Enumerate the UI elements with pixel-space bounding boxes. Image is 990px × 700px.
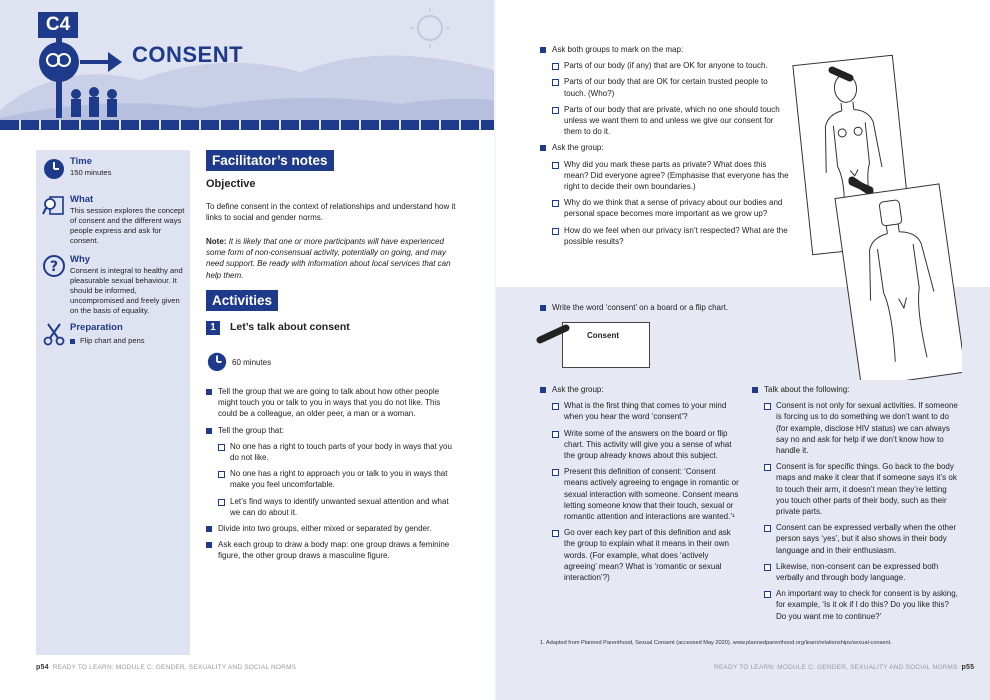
list-item: Ask the group: bbox=[540, 384, 740, 395]
page-number: p54 bbox=[36, 664, 49, 671]
write-step bbox=[540, 302, 840, 318]
sub-list-item: Consent is for specific things. Go back to the body maps and make it clear that if someone says it’s ok to touch their arm, it doesn’t mean they’re letting you touch other parts of their body, such as their private parts. bbox=[764, 461, 958, 517]
sub-list-item: Consent can be expressed verbally when the other person says ‘yes’, but it also shows in their body language and in their enthusiasm. bbox=[764, 522, 958, 556]
list-item: Talk about the following: bbox=[752, 384, 958, 395]
header-banner bbox=[0, 0, 494, 130]
marker-icon bbox=[536, 324, 572, 344]
activity-time: 60 minutes bbox=[232, 358, 272, 367]
objective-text: To define consent in the context of relationships and understand how it links to social and gender norms. bbox=[206, 202, 456, 223]
list-item: Tell the group that we are going to talk about how other people might touch you or talk to you in ways that you do not like. This could be a colleague, an older peer, a man or a woman. bbox=[206, 386, 458, 420]
right-page bbox=[496, 0, 990, 700]
sub-list-item: Go over each key part of this definition and ask the group to explain what it means in their own words. (For example, what does ‘actively agreeing’ mean? What is ‘romantic or sexual interaction’?) bbox=[552, 527, 740, 583]
sub-list-item: Consent is not only for sexual activities. If someone is forcing us to do something we don’t want to do (for example, disclose HIV status) we can always say no and ask for help if we don’t know how to handle it. bbox=[764, 400, 958, 456]
page-title: CONSENT bbox=[132, 42, 244, 67]
list-item: Write the word ‘consent’ on a board or a flip chart. bbox=[540, 302, 840, 313]
preparation-label: Preparation bbox=[70, 322, 123, 333]
list-item: Tell the group that: bbox=[206, 425, 458, 436]
sub-list-item: Parts of our body that are OK for certain trusted people to touch. (Who?) bbox=[552, 76, 790, 98]
sub-list-item: No one has a right to touch parts of your body in ways that you do not like. bbox=[218, 441, 458, 463]
question-icon bbox=[42, 254, 66, 278]
session-code-badge: C4 bbox=[38, 12, 78, 38]
sub-list-item: An important way to check for consent is by asking, for example, ‘Is it ok if I do this? Do you like this? Do you want me to continue?’ bbox=[764, 588, 958, 622]
clock-icon bbox=[42, 156, 66, 180]
sub-list-item: Present this definition of consent: ‘Consent means actively agreeing to engage in romantic or sexual interaction with someone. Consent means letting someone know that their touch, sexual or romantic attention and interactions are wanted.’¹ bbox=[552, 466, 740, 522]
sub-list-item: Parts of our body that are private, which no one should touch unless we want them to and unless we give our consent for them to do it. bbox=[552, 104, 790, 138]
footnote: 1. Adapted from Planned Parenthood, Sexual Consent (accessed May 2020). www.plannedparenthood.org/learn/relationships/sexual-consent. bbox=[540, 640, 892, 646]
activity-number-badge: 1 bbox=[206, 321, 220, 335]
left-page bbox=[0, 0, 494, 700]
sub-list-item: Why do we think that a sense of privacy about our bodies and personal space becomes more important as we grow up? bbox=[552, 197, 790, 219]
left-footer bbox=[36, 664, 296, 671]
ask-group-list bbox=[540, 384, 740, 588]
what-text: This session explores the concept of consent and the different ways people express and ask for consent. bbox=[70, 206, 185, 245]
footer-text: READY TO LEARN: MODULE C: GENDER, SEXUALITY AND SOCIAL NORMS bbox=[52, 664, 297, 671]
preparation-item bbox=[70, 336, 188, 346]
facilitator-notes-heading: Facilitator’s notes bbox=[206, 150, 334, 171]
info-sidebar bbox=[36, 150, 190, 655]
note-text: It is likely that one or more participants will have experienced some form of non-consensual activity, potentially on going, and may need support. Be ready with information about local services that can help them. bbox=[206, 237, 451, 280]
activity-steps bbox=[206, 386, 458, 567]
sub-list-item: Let’s find ways to identify unwanted sexual attention and what we can do about it. bbox=[218, 496, 458, 518]
footer-text: READY TO LEARN: MODULE C: GENDER, SEXUALITY AND SOCIAL NORMS bbox=[714, 664, 958, 671]
consent-note-card bbox=[562, 322, 650, 368]
body-map-steps bbox=[540, 44, 790, 252]
facilitator-note bbox=[206, 236, 456, 281]
activities-heading: Activities bbox=[206, 290, 278, 311]
what-label: What bbox=[70, 194, 94, 205]
list-item: Ask each group to draw a body map: one group draws a feminine figure, the other group draws a masculine figure. bbox=[206, 539, 458, 561]
time-text: 150 minutes bbox=[70, 168, 112, 177]
time-label: Time bbox=[70, 156, 93, 167]
activity-title: Let’s talk about consent bbox=[230, 321, 350, 333]
magnifier-document-icon bbox=[42, 194, 66, 218]
clock-icon bbox=[206, 350, 228, 372]
svg-text:?: ? bbox=[49, 259, 59, 275]
sub-list-item: How do we feel when our privacy isn’t respected? What are the possible results? bbox=[552, 225, 790, 247]
list-item: Ask both groups to mark on the map: bbox=[540, 44, 790, 55]
talk-about-list bbox=[752, 384, 958, 627]
sub-list-item: No one has a right to approach you or talk to you in ways that make you feel uncomfortable. bbox=[218, 468, 458, 490]
sub-list-item: What is the first thing that comes to your mind when you hear the word ‘consent’? bbox=[552, 400, 740, 422]
body-map-illustration bbox=[792, 40, 962, 380]
preparation-item-text: Flip chart and pens bbox=[80, 336, 145, 345]
list-item: Divide into two groups, either mixed or separated by gender. bbox=[206, 523, 458, 534]
why-label: Why bbox=[70, 254, 91, 265]
note-label: Note: bbox=[206, 237, 227, 246]
sub-list-item: Parts of our body (if any) that are OK for anyone to touch. bbox=[552, 60, 790, 71]
page-number: p55 bbox=[961, 664, 975, 671]
sub-list-item: Why did you mark these parts as private? What does this mean? Did everyone agree? (Emphasise that everyone has the right to decide their own boundaries.) bbox=[552, 159, 790, 193]
sub-list-item: Write some of the answers on the board or flip chart. This activity will give you a sense of what the group already knows about this subject. bbox=[552, 428, 740, 462]
list-item: Ask the group: bbox=[540, 142, 790, 153]
consent-note-word: Consent bbox=[587, 331, 619, 340]
objective-heading: Objective bbox=[206, 178, 256, 190]
scissors-icon bbox=[42, 322, 66, 346]
sub-list-item: Likewise, non-consent can be expressed both verbally and through body language. bbox=[764, 561, 958, 583]
right-footer bbox=[714, 664, 974, 671]
why-text: Consent is integral to healthy and pleasurable sexual behaviour. It should be informed, uncompromised and freely given on the basis of equality. bbox=[70, 266, 183, 315]
